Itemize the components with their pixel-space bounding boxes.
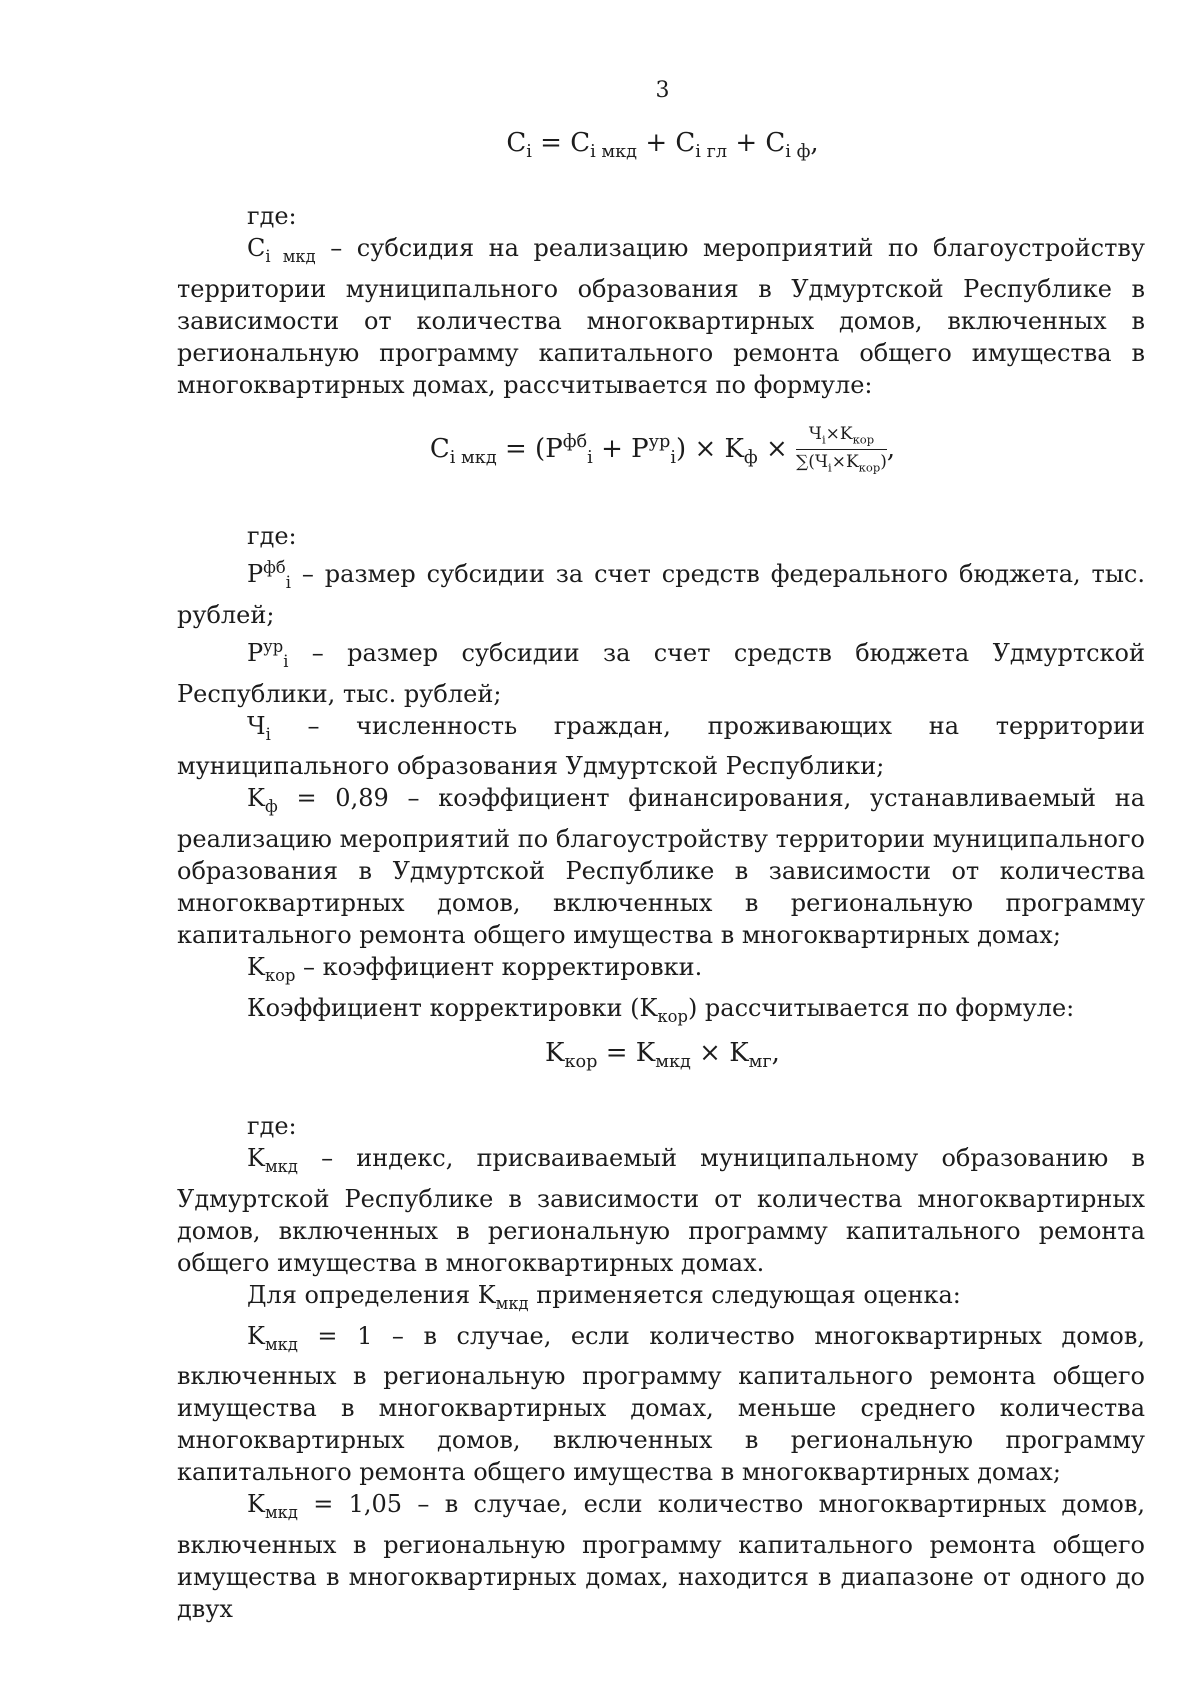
paragraph-k-f: $K_ф = 0,89$ – коэффициент финансирования, устанавливаемый на реализацию мероприятий по благоустройству территории муниципального образования в Удмуртской Республике в зависимости от количества многоквартирных домов, включенных в региональную программу капитального ремонта общего имущества в многоквартирных домах; [177,784,1145,950]
where-label: где: [247,1112,297,1140]
formula-k-kor: $K_{кор} = K_{мкд} \times K_{мг}$, [545,1038,780,1073]
page-number: 3 [655,78,670,103]
paragraph-k-kor: $K_{кор}$ – коэффициент корректировки. [247,953,703,985]
fraction-denominator: $\sum(Ч_i\times K_{кор})$ [796,452,887,475]
paragraph-definition: Для определения $K_{мкд}$ применяется следующая оценка: [247,1280,961,1313]
paragraph-k-mkd: $K_{мкд}$ – индекс, присваиваемый муниципальному образованию в Удмуртской Республике в зависимости от количества многоквартирных домов, включенных в региональную программу капитального ремонта общего имущества в многоквартирных домах. [177,1144,1145,1277]
paragraph-p-fb: $P^{фб}_i$ – размер субсидии за счет средств федерального бюджета, тыс. рублей; [177,558,1145,629]
formula-subsidy-total: $C_i = C_{i мкд} + C_{i гл} + C_{i ф}$, [506,128,819,163]
formula-c-mkd: $C_{i мкд} = (P^{фб}_i + P^{ур}_i) \times K_ф$ × $\frac{Ч_i\times K_{кор}}{\sum(Ч_i\times K_{кор})}$ , [429,424,896,475]
where-label: где: [247,202,297,230]
text-block-3 [177,1110,1145,1625]
paragraph-k-mkd-1: $K_{мкд} = 1 - в$ случае, если количество многоквартирных домов, включенных в региональную программу капитального ремонта общего имущества в многоквартирных домах, меньше среднего количества многоквартирных домов, включенных в региональную программу капитального ремонта общего имущества в многоквартирных домах; [177,1321,1145,1487]
paragraph-p-ur: $P^{ур}_i$ – размер субсидии за счет средств бюджета Удмуртской Республики, тыс. рублей; [177,636,1145,708]
paragraph-coef-formula: Коэффициент корректировки $(K_{кор})$ рассчитывается по формуле: [247,993,1075,1026]
paragraph-c-mkd: $C_{i мкд}$ – субсидия на реализацию мероприятий по благоустройству территории муниципального образования в Удмуртской Республике в зависимости от количества многоквартирных домов, включенных в региональную программу капитального ремонта общего имущества в многоквартирных домах, рассчитывается по формуле: [177,234,1145,399]
paragraph-k-mkd-105: $K_{мкд} = 1,05 - в$ случае, если количество многоквартирных домов, включенных в региональную программу капитального ремонта общего имущества в многоквартирных домах, находится в диапазоне от одного до двух [177,1490,1145,1624]
fraction-numerator: $Ч_i\times K_{кор}$ [796,424,887,450]
text-block-2 [177,520,1145,1033]
where-label: где: [247,522,297,550]
text-block-1 [177,200,1145,401]
paragraph-ch: $Ч_i$ – численность граждан, проживающих на территории муниципального образования Удмуртской Республики; [177,711,1145,781]
fraction [796,424,887,476]
